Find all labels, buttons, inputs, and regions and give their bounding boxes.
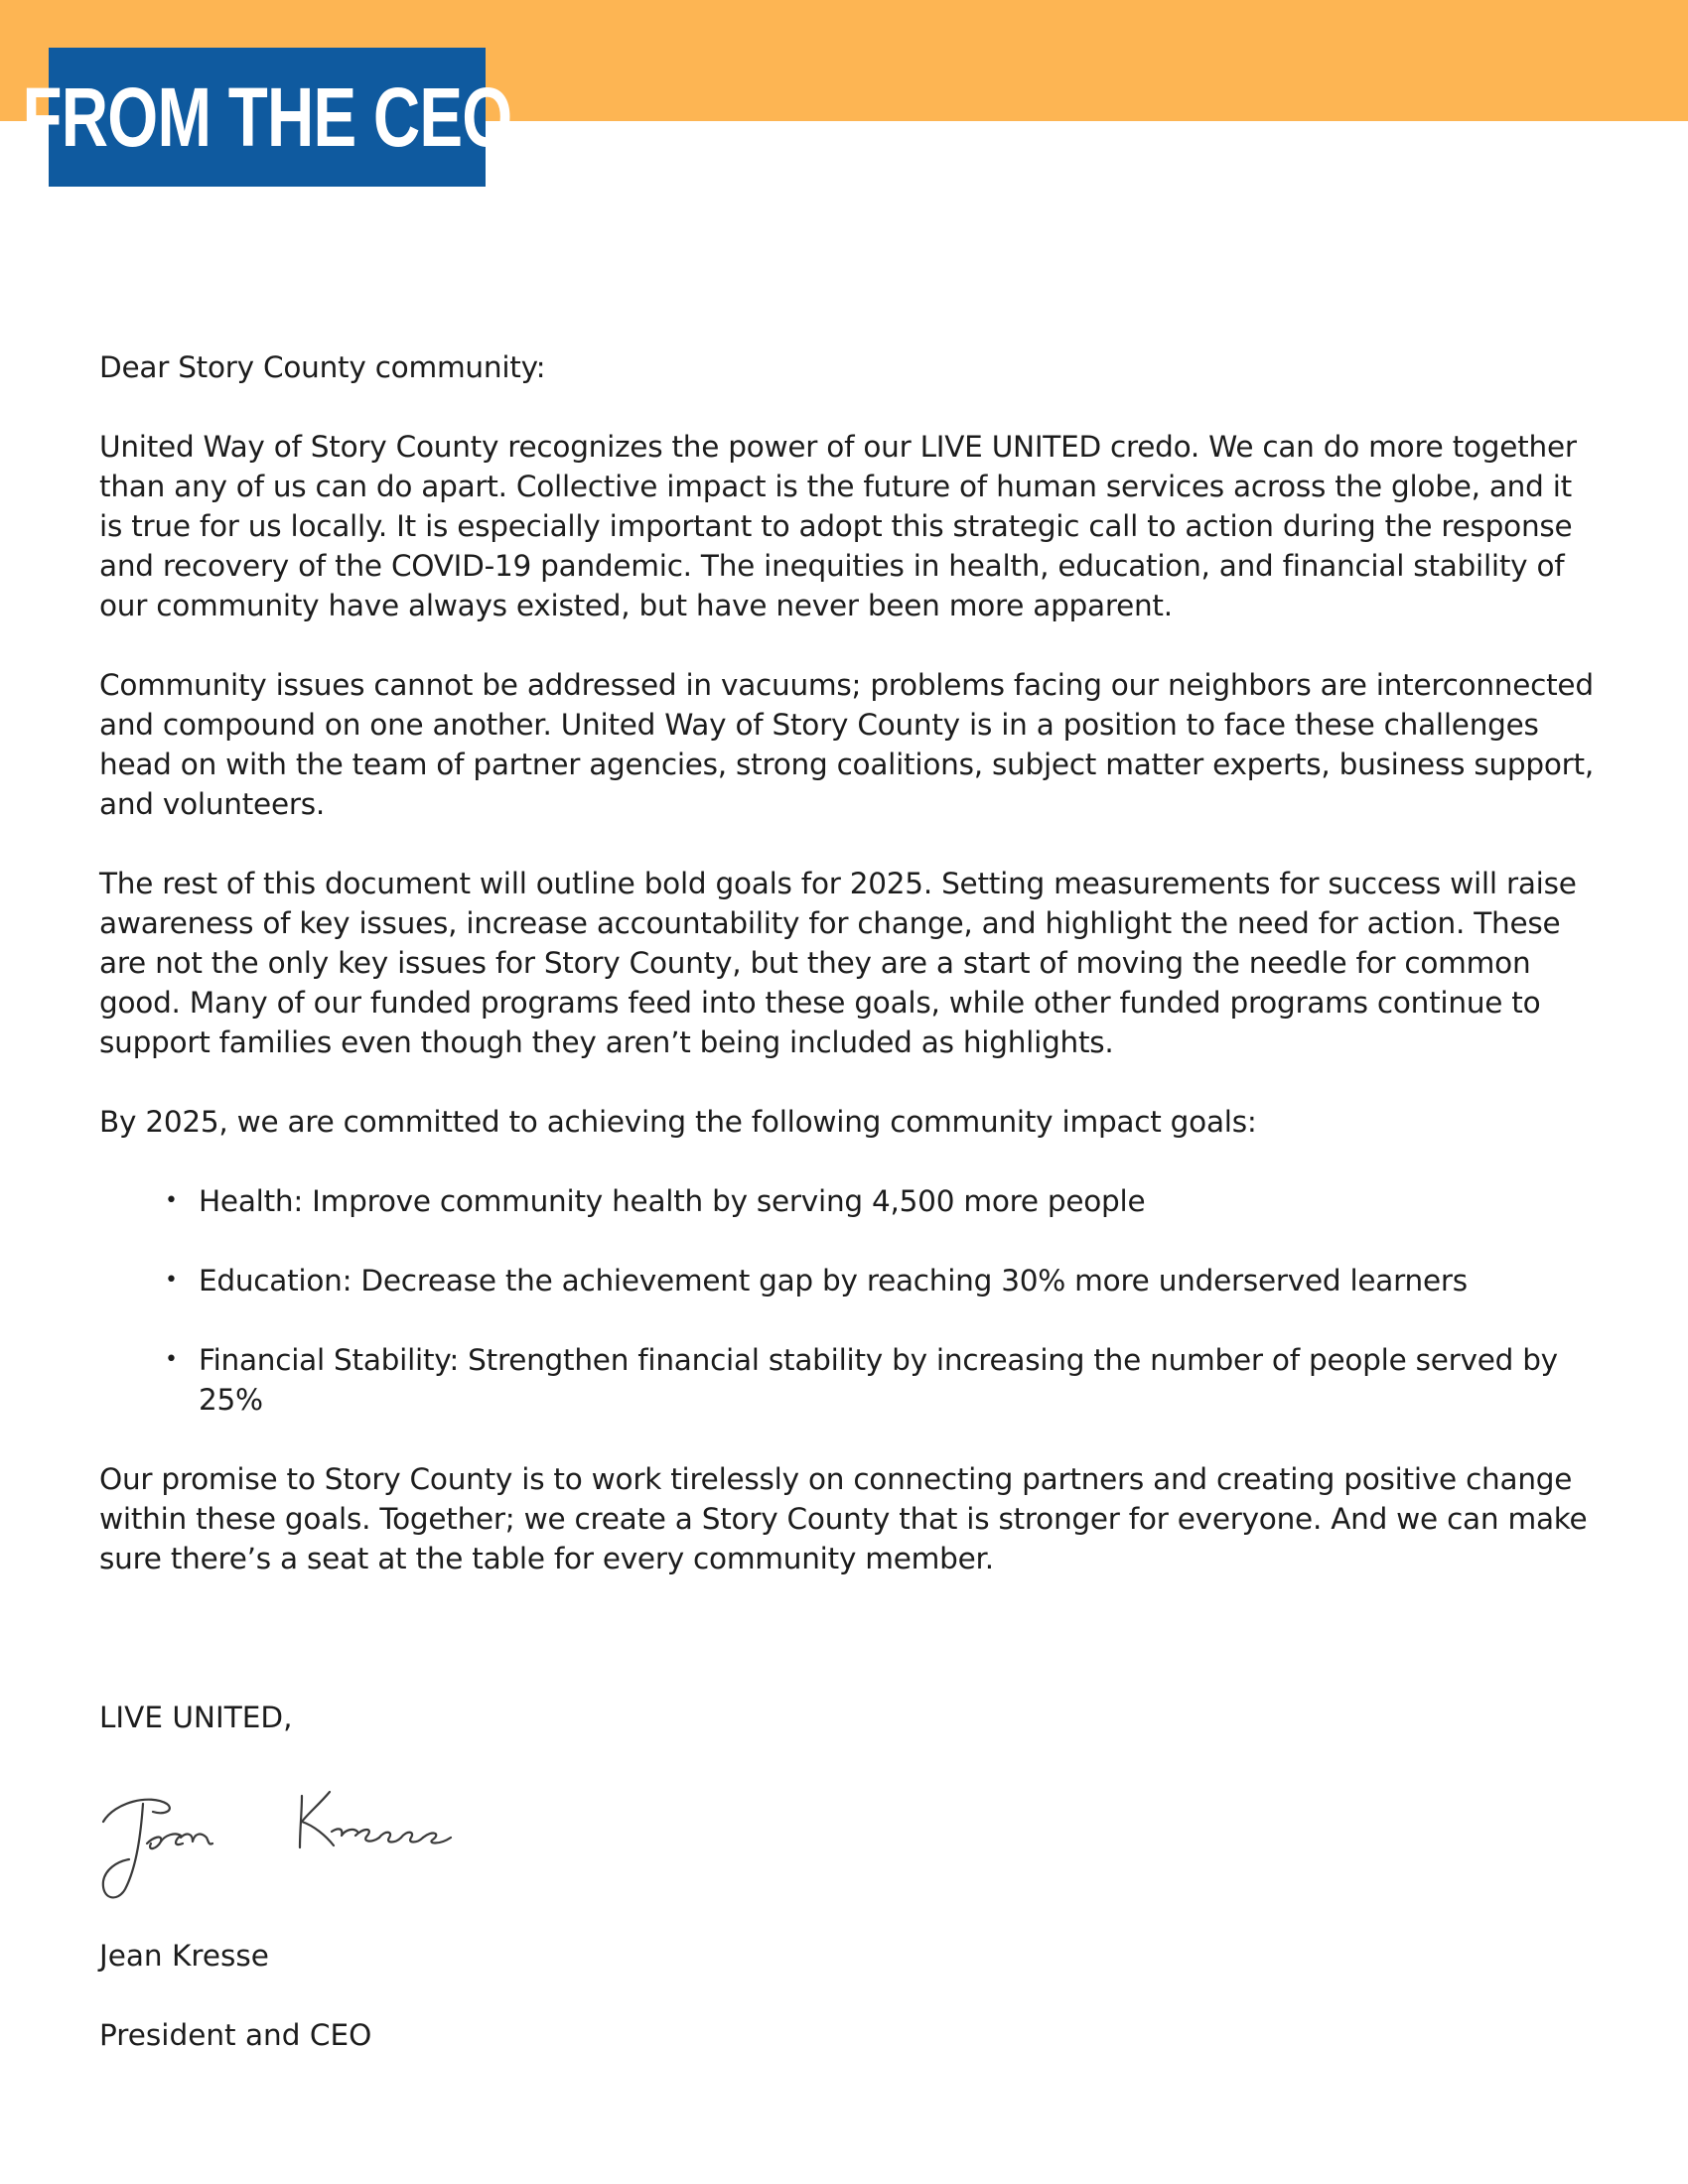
title-box — [22, 48, 512, 187]
salutation: Dear Story County community: — [99, 350, 546, 384]
paragraph-intro: United Way of Story County recognizes the power of our LIVE UNITED credo. We can do more together than any of us can do apart. Collective impact is the future of human services across the globe, and it is true for us locally. It is especially important to adopt this strategic call to action during the response and recovery of the COVID-19 pandemic. The inequities in health, education, and financial stability of our community have always existed, but have never been more apparent. — [99, 430, 1577, 622]
page-title: FROM THE CEO — [22, 70, 512, 164]
paragraph-promise: Our promise to Story County is to work tirelessly on connecting partners and creating positive change within these goals. Together; we create a Story County that is stronger for everyone. And we can make sure there’s a seat at the table for every community member. — [99, 1462, 1588, 1575]
closing-line: LIVE UNITED, — [99, 1701, 293, 1734]
goals-list — [99, 1181, 1599, 1420]
paragraph-goals-outline: The rest of this document will outline bold goals for 2025. Setting measurements for success will raise awareness of key issues, increase accountability for change, and highlight the need for action. These are not the only key issues for Story County, but they are a start of moving the needle for common good. Many of our funded programs feed into these goals, while other funded programs continue to support families even though they aren’t being included as highlights. — [99, 867, 1577, 1059]
signer-title: President and CEO — [99, 2018, 372, 2052]
signature-image — [95, 1782, 473, 1906]
goal-health: • Health: Improve community health by serving 4,500 more people — [199, 1181, 1599, 1221]
paragraph-community-issues: Community issues cannot be addressed in vacuums; problems facing our neighbors are interconnected and compound on one another. United Way of Story County is in a position to face these challenges head on with the team of partner agencies, strong coalitions, subject matter experts, business support, and volunteers. — [99, 668, 1594, 821]
goal-education: • Education: Decrease the achievement gap by reaching 30% more underserved learners — [199, 1261, 1599, 1300]
letter-body — [99, 347, 1599, 1618]
paragraph-commitment: By 2025, we are committed to achieving the following community impact goals: — [99, 1105, 1257, 1139]
goal-financial-stability: • Financial Stability: Strengthen financial stability by increasing the number of people served by 25% — [199, 1340, 1599, 1420]
signer-name: Jean Kresse — [99, 1939, 269, 1973]
